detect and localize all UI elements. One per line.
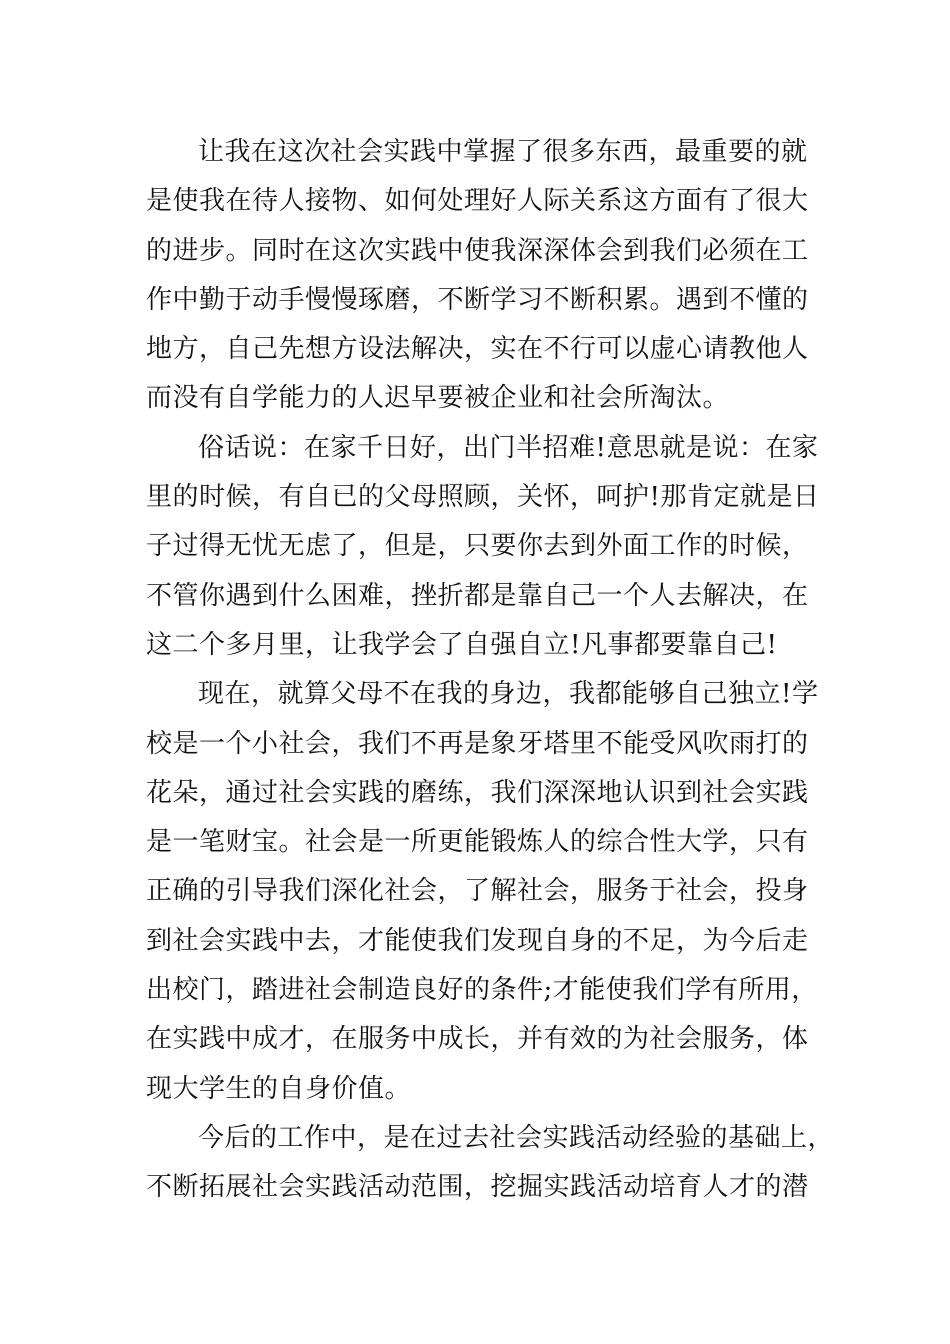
- text-line: 这二个多月里，让我学会了自强自立!凡事都要靠自己!: [146, 629, 778, 660]
- text-line: 今后的工作中，是在过去社会实践活动经验的基础上，: [198, 1122, 835, 1153]
- paragraph: [146, 670, 826, 1114]
- text-line: 花朵，通过社会实践的磨练，我们深深地认识到社会实践: [146, 777, 809, 808]
- paragraph: [146, 424, 826, 670]
- text-line: 校是一个小社会，我们不再是象牙塔里不能受风吹雨打的: [146, 728, 809, 759]
- text-line: 俗话说：在家千日好，出门半招难!意思就是说：在家: [198, 432, 819, 463]
- text-line: 不断拓展社会实践活动范围，挖掘实践活动培育人才的潜: [146, 1172, 809, 1203]
- text-line: 的进步。同时在这次实践中使我深深体会到我们必须在工: [146, 235, 809, 266]
- text-line: 正确的引导我们深化社会，了解社会，服务于社会，投身: [146, 876, 809, 907]
- body-text: [146, 128, 835, 1213]
- text-line: 到社会实践中去，才能使我们发现自身的不足，为今后走: [146, 925, 809, 956]
- text-line: 而没有自学能力的人迟早要被企业和社会所淘汰。: [146, 383, 730, 414]
- text-line: 地方，自己先想方设法解决，实在不行可以虚心请教他人: [146, 334, 809, 365]
- text-line: 现在，就算父母不在我的身边，我都能够自己独立!学: [198, 679, 819, 710]
- paragraph: [146, 1114, 835, 1213]
- text-line: 子过得无忧无虑了，但是，只要你去到外面工作的时候，: [146, 531, 809, 562]
- text-line: 现大学生的自身价值。: [146, 1073, 412, 1104]
- text-line: 是使我在待人接物、如何处理好人际关系这方面有了很大: [146, 186, 809, 217]
- text-line: 出校门，踏进社会制造良好的条件;才能使我们学有所用，: [146, 975, 818, 1006]
- text-line: 让我在这次社会实践中掌握了很多东西，最重要的就: [198, 137, 808, 167]
- text-line: 作中勤于动手慢慢琢磨，不断学习不断积累。遇到不懂的: [146, 284, 809, 315]
- paragraph: [146, 128, 826, 424]
- text-line: 是一笔财宝。社会是一所更能锻炼人的综合性大学，只有: [146, 827, 809, 858]
- text-line: 在实践中成才，在服务中成长，并有效的为社会服务，体: [146, 1024, 809, 1055]
- text-line: 里的时候，有自已的父母照顾，关怀，呵护!那肯定就是日: [146, 482, 820, 513]
- text-line: 不管你遇到什么困难，挫折都是靠自己一个人去解决，在: [146, 580, 809, 611]
